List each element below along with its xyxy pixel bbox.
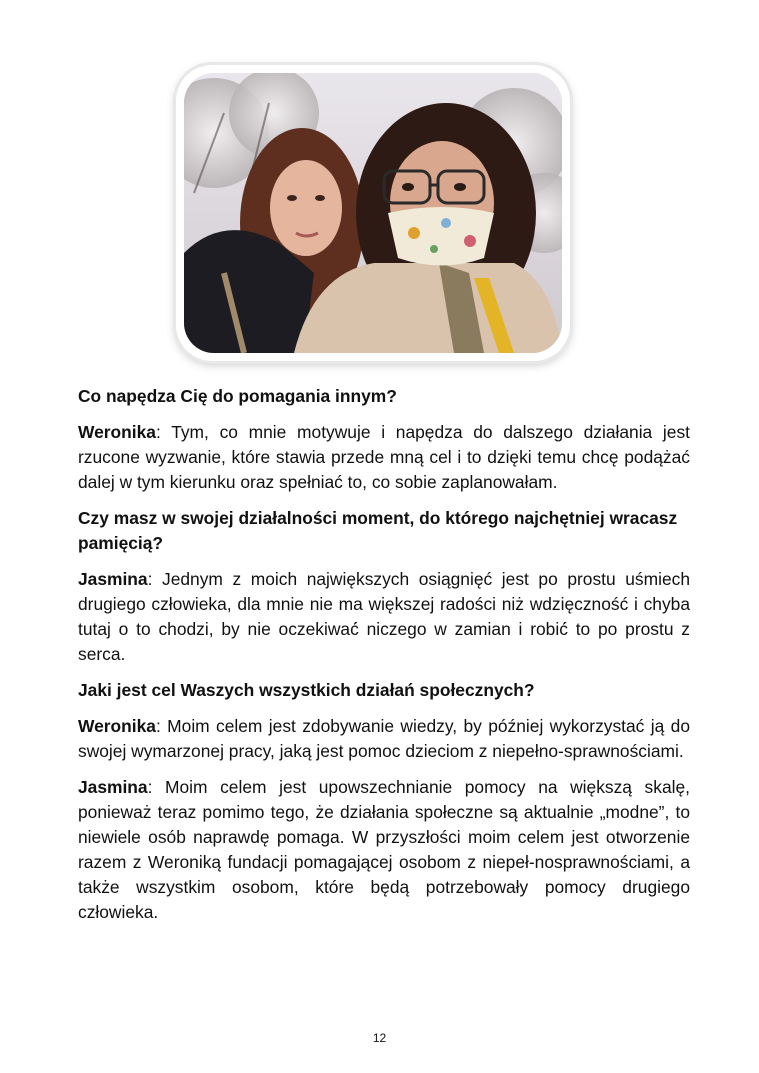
answer-text: : Jednym z moich największych osiągnięć jest po prostu uśmiech drugiego człowieka, dla mnie nie ma większej radości niż wdzięczność i chyba tutaj o to chodzi, by nie oczekiwać́ niczego w zamian i robić́ to po prostu z serca.: [78, 569, 690, 664]
question-3: Jaki jest cel Waszych wszystkich działań społecznych?: [78, 680, 535, 700]
answer-jasmina-2: [78, 775, 690, 925]
photo-frame: [176, 65, 570, 361]
question-1: Co napędza Cię do pomagania innym?: [78, 386, 397, 406]
speaker-name: Jasmina: [78, 569, 148, 589]
interview-content: [78, 384, 690, 936]
question-2: Czy masz w swojej działalności moment, do którego najchętniej wracasz pamięcią?: [78, 508, 678, 553]
photo-illustration: [184, 73, 562, 353]
answer-text: : Tym, co mnie motywuje i napędza do dalszego działania jest rzucone wyzwanie, które stawia przede mną cel i to dzięki temu chcę podążać dalej w tym kierunku oraz spełniać to, co sobie zaplanowałam.: [78, 422, 690, 492]
answer-text: : Moim celem jest zdobywanie wiedzy, by później wykorzystać ją do swojej wymarzonej pracy, jaką jest pomoc dzieciom z niepełno-sprawnościami.: [78, 716, 690, 761]
page-number: 12: [372, 1031, 387, 1045]
speaker-name: Weronika: [78, 716, 156, 736]
speaker-name: Weronika: [78, 422, 156, 442]
photo-two-young-women: [184, 73, 562, 353]
answer-text: : Moim celem jest upowszechnianie pomocy na większą skalę, ponieważ teraz pomimo tego, że działania społeczne są aktualnie „modne”, to niewiele osób naprawdę pomaga. W przyszłości moim celem jest otworzenie razem z Weroniką fundacji pomagającej osobom z niepeł-nosprawnościami, a także wszystkim osobom, które będą potrzebowały pomocy drugiego człowieka.: [78, 777, 690, 922]
answer-weronika-2: [78, 714, 690, 764]
speaker-name: Jasmina: [78, 777, 148, 797]
answer-jasmina-1: [78, 567, 690, 667]
answer-weronika-1: [78, 420, 690, 495]
